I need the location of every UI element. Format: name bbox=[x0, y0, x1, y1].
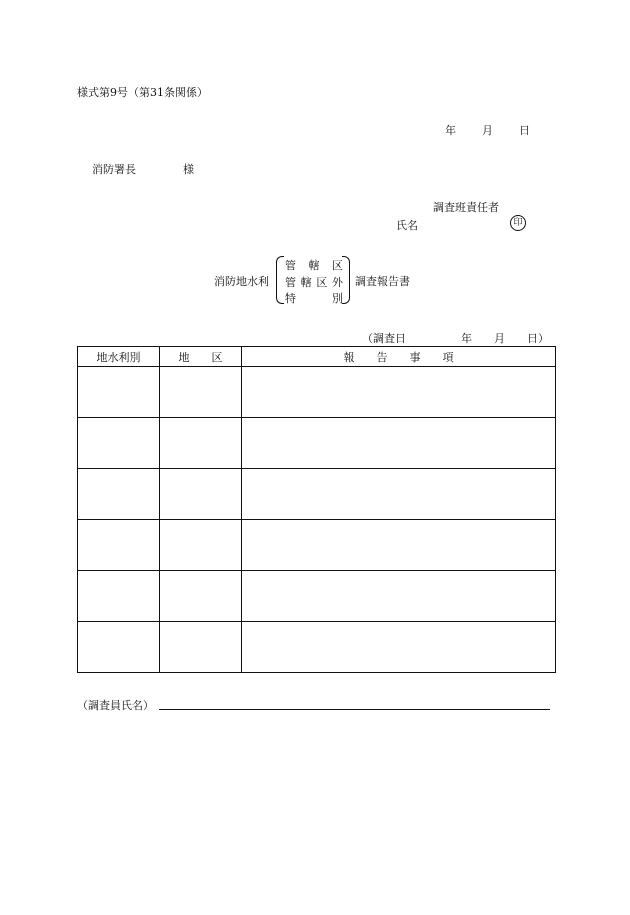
cell-district[interactable] bbox=[160, 520, 242, 571]
header-water-type: 地水利別 bbox=[78, 347, 160, 367]
table-row bbox=[78, 469, 556, 520]
date-month: 月 bbox=[482, 124, 493, 137]
report-title-suffix: 調査報告書 bbox=[355, 275, 410, 288]
cell-water-type[interactable] bbox=[78, 418, 160, 469]
option-3-char-2: 別 bbox=[332, 292, 343, 305]
survey-date: （調査日 年 月 日） bbox=[362, 332, 549, 345]
title-option-3 bbox=[285, 290, 343, 306]
cell-report[interactable] bbox=[242, 367, 556, 418]
option-2-char-3: 区 bbox=[316, 276, 328, 289]
report-title-prefix: 消防地水利 bbox=[214, 275, 269, 288]
cell-district[interactable] bbox=[160, 469, 242, 520]
cell-district[interactable] bbox=[160, 571, 242, 622]
option-1-char-3: 区 bbox=[332, 259, 343, 272]
cell-water-type[interactable] bbox=[78, 367, 160, 418]
option-1-char-1: 管 bbox=[285, 259, 296, 272]
cell-district[interactable] bbox=[160, 418, 242, 469]
cell-water-type[interactable] bbox=[78, 571, 160, 622]
table-row bbox=[78, 520, 556, 571]
cell-water-type[interactable] bbox=[78, 469, 160, 520]
date-year: 年 bbox=[445, 124, 456, 137]
table-row bbox=[78, 367, 556, 418]
cell-water-type[interactable] bbox=[78, 520, 160, 571]
addressee-title: 消防署長 bbox=[92, 163, 136, 176]
table-header-row bbox=[78, 347, 556, 367]
table-row bbox=[78, 571, 556, 622]
reporter-name-label: 氏名 bbox=[396, 219, 418, 232]
investigator-label: （調査員氏名） bbox=[77, 699, 154, 712]
cell-report[interactable] bbox=[242, 418, 556, 469]
table-row bbox=[78, 622, 556, 673]
cell-report[interactable] bbox=[242, 520, 556, 571]
reporter-title: 調査班責任者 bbox=[433, 201, 499, 214]
cell-report[interactable] bbox=[242, 469, 556, 520]
investigator-signature-line[interactable] bbox=[159, 709, 550, 710]
option-2-char-1: 管 bbox=[285, 276, 296, 289]
cell-water-type[interactable] bbox=[78, 622, 160, 673]
title-option-1 bbox=[285, 257, 343, 273]
right-bracket bbox=[342, 256, 350, 304]
addressee-honorific: 様 bbox=[183, 163, 194, 176]
cell-district[interactable] bbox=[160, 367, 242, 418]
option-3-char-1: 特 bbox=[285, 292, 296, 305]
option-2-char-4: 外 bbox=[331, 276, 343, 289]
date-line bbox=[445, 122, 530, 138]
table-row bbox=[78, 418, 556, 469]
report-table bbox=[77, 346, 556, 673]
option-2-char-2: 轄 bbox=[300, 276, 312, 289]
header-report-items: 報 告 事 項 bbox=[242, 347, 556, 367]
title-option-2 bbox=[285, 274, 343, 290]
cell-report[interactable] bbox=[242, 571, 556, 622]
option-1-char-2: 轄 bbox=[308, 259, 320, 272]
form-number: 様式第9号（第31条関係） bbox=[77, 86, 208, 99]
cell-district[interactable] bbox=[160, 622, 242, 673]
cell-report[interactable] bbox=[242, 622, 556, 673]
header-district: 地 区 bbox=[160, 347, 242, 367]
date-day: 日 bbox=[519, 124, 530, 137]
seal-mark: 印 bbox=[510, 215, 526, 231]
left-bracket bbox=[276, 256, 284, 304]
